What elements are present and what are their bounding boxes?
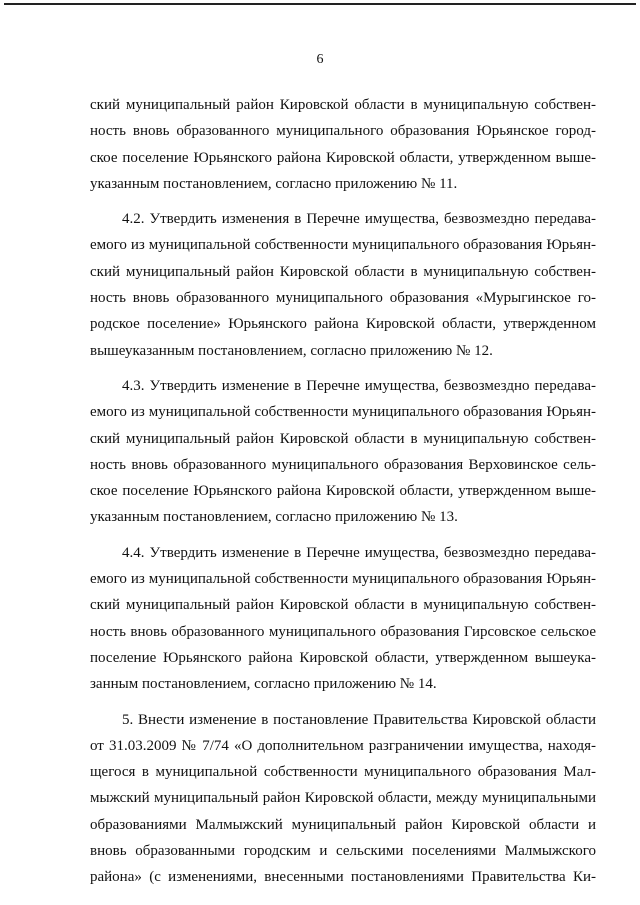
text-line: емого из муниципальной собственности муниципального образования Юрьян- xyxy=(90,237,596,254)
text-line: ский муниципальный район Кировской области в муниципальную собствен- xyxy=(90,430,596,447)
text-line: ское поселение Юрьянского района Кировской области, утвержденном выше- xyxy=(90,483,596,500)
text-line: вышеуказанным постановлением, согласно приложению № 12. xyxy=(90,342,493,359)
text-line: 4.4. Утвердить изменение в Перечне имущества, безвозмездно передава- xyxy=(122,544,596,561)
text-line: ский муниципальный район Кировской области в муниципальную собствен- xyxy=(90,263,596,280)
text-line: вновь образованными городским и сельскими поселениями Малмыжского xyxy=(90,843,596,860)
text-line: ское поселение Юрьянского района Кировской области, утвержденном выше- xyxy=(90,149,596,166)
text-line: ность вновь образованного муниципального образования Юрьянское город- xyxy=(90,123,596,140)
text-line: родское поселение» Юрьянского района Кировской области, утвержденном xyxy=(90,316,596,333)
text-line: емого из муниципальной собственности муниципального образования Юрьян- xyxy=(90,404,596,421)
text-line: 4.2. Утвердить изменения в Перечне имущества, безвозмездно передава- xyxy=(122,211,596,228)
text-line: указанным постановлением, согласно приложению № 13. xyxy=(90,509,458,526)
paragraph-item-5 xyxy=(90,707,596,891)
text-line: щегося в муниципальной собственности муниципального образования Мал- xyxy=(90,764,596,781)
text-line: мыжский муниципальный район Кировской области, между муниципальными xyxy=(90,790,596,807)
text-line: района» (с изменениями, внесенными постановлениями Правительства Ки- xyxy=(90,869,596,886)
text-line: указанным постановлением, согласно приложению № 11. xyxy=(90,175,458,192)
text-line: емого из муниципальной собственности муниципального образования Юрьян- xyxy=(90,571,596,588)
text-line: от 31.03.2009 № 7/74 «О дополнительном разграничении имущества, находя- xyxy=(90,737,596,754)
paragraph-item-4-2 xyxy=(90,206,596,364)
paragraph-continuation xyxy=(90,92,596,197)
text-line: образованиями Малмыжский муниципальный район Кировской области и xyxy=(90,816,596,833)
document-body xyxy=(90,92,596,891)
text-line: ность вновь образованного муниципального образования Гирсовское сельское xyxy=(90,623,596,640)
top-border-line xyxy=(4,3,636,5)
paragraph-item-4-3 xyxy=(90,373,596,531)
text-line: поселение Юрьянского района Кировской области, утвержденном вышеука- xyxy=(90,649,596,666)
paragraph-item-4-4 xyxy=(90,540,596,698)
text-line: ский муниципальный район Кировской области в муниципальную собствен- xyxy=(90,597,596,614)
text-line: ский муниципальный район Кировской области в муниципальную собствен- xyxy=(90,97,596,113)
page-number: 6 xyxy=(316,52,324,67)
text-line: 4.3. Утвердить изменение в Перечне имущества, безвозмездно передава- xyxy=(122,377,596,394)
text-line: ность вновь образованного муниципального образования Верховинское сель- xyxy=(90,456,596,473)
text-line: 5. Внести изменение в постановление Правительства Кировской области xyxy=(122,711,596,728)
text-line: занным постановлением, согласно приложению № 14. xyxy=(90,676,437,693)
text-line: ность вновь образованного муниципального образования «Мурыгинское го- xyxy=(90,290,596,307)
